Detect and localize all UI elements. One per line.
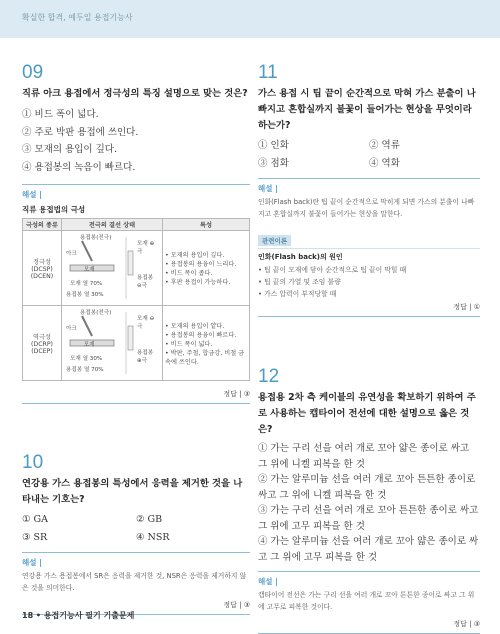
option-3: ③ 점화 — [258, 157, 289, 169]
divider — [258, 316, 480, 317]
rod-label: 용접봉(전극) — [80, 310, 112, 316]
page-footer: 18 • 용접기능사 필기 기출문제 — [22, 611, 135, 620]
table-row — [23, 231, 250, 306]
feature-item: • 용접봉의 용융이 빠르다. — [165, 331, 237, 339]
related-theory-box — [258, 228, 480, 300]
polarity-table — [22, 218, 250, 381]
feature-item: • 박판, 주철, 합금강, 비철 금속에 쓰인다. — [165, 349, 245, 366]
option-3: ③ 가는 구리 선을 여러 개로 꼬아 튼튼한 종이로 싸고 그 위에 고무 피복을 한 것 — [258, 505, 479, 532]
base-label: 모재 — [84, 342, 95, 348]
question-text: 직류 아크 용접에서 정극성의 특징 설명으로 맞는 것은? — [22, 88, 248, 99]
base-label: 모재 — [84, 267, 95, 273]
explanation-text: 인화(Flash back)란 팁 끝이 순간적으로 막히게 되면 가스의 분출이 나빠지고 혼합실까지 불꽃이 들어가는 현상을 말한다. — [258, 198, 475, 218]
arc-label: 아크 — [66, 326, 77, 332]
option-1: ① 인화 — [258, 140, 289, 151]
option-4: ④ 가는 알루미늄 선을 여러 개로 꼬아 얇은 종이로 싸고 그 위에 고무 피복을 한 것 — [258, 536, 479, 563]
question-number: 10 — [22, 452, 44, 473]
wiring-diagram — [62, 306, 163, 381]
related-label: 관련이론 — [258, 235, 291, 246]
wiring-diagram — [62, 231, 163, 306]
option-1: ① 가는 구리 선을 여러 개로 꼬아 얇은 종이로 싸고 그 위에 니켈 피복을 한 것 — [258, 443, 470, 470]
question-10 — [22, 452, 250, 615]
polarity-kind: 역극성 (DCRP) (DCEP) — [23, 306, 62, 381]
explanation-label: 해설 | — [258, 577, 278, 586]
question-number: 09 — [22, 62, 44, 83]
related-item: • 가스 압력이 부적당할 때 — [258, 290, 337, 298]
pole-base: 모재 ⊕극 — [137, 241, 155, 255]
polarity-features — [163, 306, 250, 381]
option-2: ② 역류 — [369, 140, 400, 151]
divider — [22, 403, 250, 404]
option-1: ① GA — [22, 514, 48, 525]
question-number: 11 — [258, 62, 278, 83]
pole-base: 모재 ⊖극 — [137, 316, 155, 330]
feature-item: • 후판 용접이 가능하다. — [165, 279, 231, 286]
arc-label: 아크 — [66, 251, 77, 257]
question-text: 연강용 가스 용접봉의 특성에서 응력을 제거한 것을 나타내는 기호는? — [22, 478, 243, 505]
feature-item: • 비드 폭이 좁다. — [165, 270, 213, 277]
divider — [22, 552, 250, 553]
feature-item: • 비드 폭이 넓다. — [165, 340, 213, 348]
option-2: ② 주로 박판 용접에 쓰인다. — [22, 126, 139, 138]
pole-rod: 용접봉 ⊖극 — [137, 275, 154, 289]
polarity-kind: 정극성 (DCSP) (DCEN) — [23, 231, 62, 306]
answer: 정답 | ③ — [223, 601, 250, 609]
divider — [258, 571, 480, 572]
base-heat: 모재 열 30% — [70, 356, 103, 362]
page-header — [0, 0, 500, 38]
option-2: ② GB — [136, 514, 163, 525]
question-number: 12 — [258, 366, 280, 387]
table-header-features: 특성 — [163, 219, 250, 231]
feature-item: • 모재의 용입이 깊다. — [165, 252, 225, 259]
table-header-diagram: 전극의 결선 상태 — [62, 219, 163, 231]
header-title: 확실한 합격, 예두일 용접기능사 — [22, 13, 133, 22]
divider — [22, 184, 250, 185]
rod-heat: 용접봉 열 70% — [66, 367, 104, 373]
option-4: ④ 역화 — [369, 157, 400, 169]
explanation-label: 해설 | — [22, 558, 42, 567]
rod-label: 용접봉(전극) — [80, 235, 112, 241]
option-1: ① 비드 폭이 넓다. — [22, 109, 99, 120]
explanation-text: 캡타이어 전선은 가는 구리 선을 여러 개로 꼬아 튼튼한 종이로 싸고 그 위에 고무로 피복한 것이다. — [258, 591, 475, 611]
related-item: • 팁 끝이 모재에 닿아 순간적으로 팁 끝이 막힐 때 — [258, 266, 407, 274]
answer: 정답 | ① — [453, 303, 480, 311]
option-4: ④ NSR — [136, 531, 170, 543]
base-heat: 모재 열 70% — [70, 281, 103, 287]
table-header-kind: 극성의 종류 — [23, 219, 62, 231]
related-title: 인화(Flash back)의 원인 — [258, 253, 343, 261]
question-text: 용접용 2차 측 케이블의 유연성을 확보하기 위하여 주로 사용하는 캡타이어 전선에 대한 설명으로 옳은 것은? — [258, 392, 476, 435]
option-3: ③ SR — [22, 531, 48, 543]
related-item: • 팁 끝의 가열 및 조임 불량 — [258, 278, 341, 286]
explanation-label: 해설 | — [22, 190, 42, 199]
question-09 — [22, 62, 250, 404]
explanation-label: 해설 | — [258, 184, 278, 193]
question-11 — [258, 62, 480, 317]
divider — [258, 178, 480, 179]
explanation-text: 연강용 가스 용접봉에서 SR은 응력을 제거한 것, NSR은 응력을 제거하지 않은 것을 의미한다. — [22, 572, 247, 592]
rod-heat: 용접봉 열 30% — [66, 292, 104, 298]
question-text: 가스 용접 시 팁 끝이 순간적으로 막혀 가스 분출이 나빠지고 혼합실까지 불꽃이 들어가는 현상을 무엇이라 하는가? — [258, 88, 476, 131]
option-4: ④ 용접봉의 녹음이 빠르다. — [22, 161, 136, 173]
pole-rod: 용접봉 ⊕극 — [137, 350, 154, 364]
table-row — [23, 306, 250, 381]
option-3: ③ 모재의 용입이 깊다. — [22, 144, 117, 155]
answer: 정답 | ③ — [223, 390, 250, 398]
table-title: 직류 용접법의 극성 — [22, 205, 86, 214]
feature-item: • 모재의 용입이 얕다. — [165, 322, 225, 330]
answer: 정답 | ③ — [453, 620, 480, 628]
feature-item: • 용접봉의 용융이 느리다. — [165, 261, 237, 268]
question-12 — [258, 366, 480, 634]
polarity-features — [163, 231, 250, 306]
option-2: ② 가는 알루미늄 선을 여러 개로 꼬아 튼튼한 종이로 싸고 그 위에 니켈 피복을 한 것 — [258, 474, 476, 501]
